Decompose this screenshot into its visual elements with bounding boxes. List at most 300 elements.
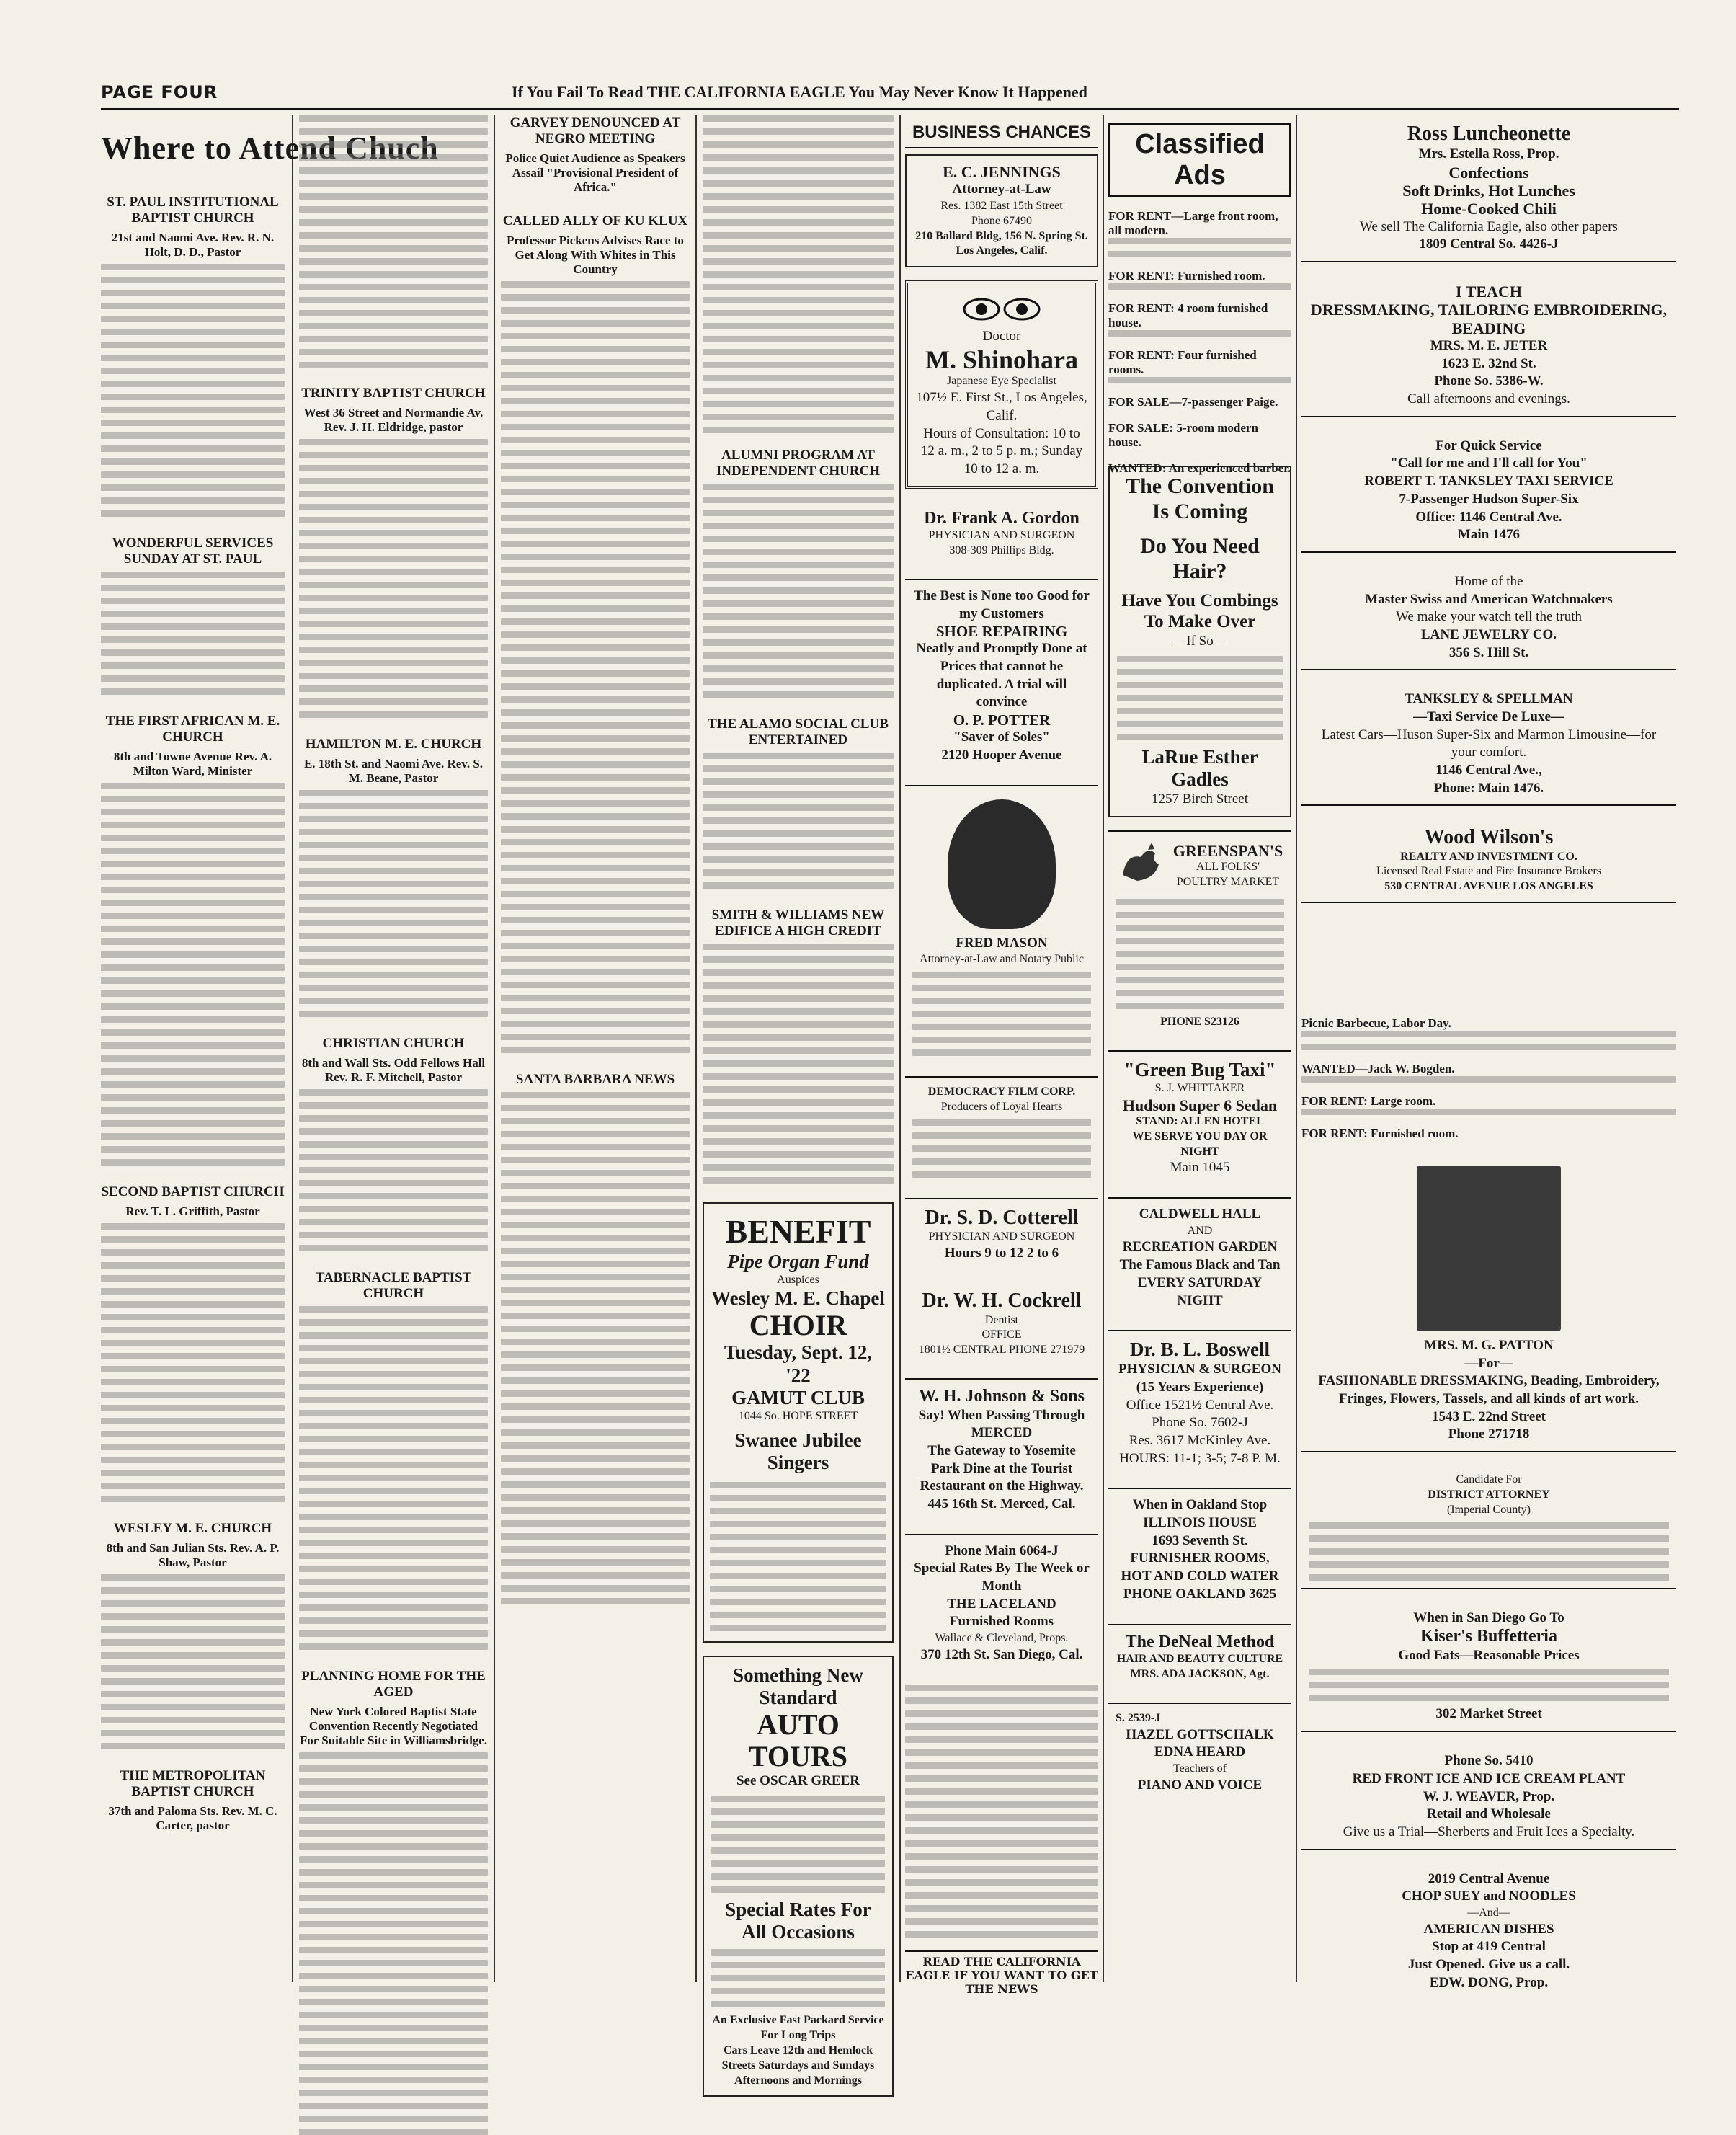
- classified-text: WANTED: An experienced barber.: [1108, 461, 1291, 475]
- article-title: THE FIRST AFRICAN M. E. CHURCH: [105, 714, 280, 745]
- eye-icon: [915, 295, 1088, 324]
- classified-item: [1108, 209, 1291, 257]
- article-title: CALLED ALLY OF KU KLUX: [502, 213, 688, 228]
- kiser-ad: [1301, 1602, 1676, 1733]
- column-8-lower: [1301, 1016, 1676, 1989]
- classified-text: FOR RENT: Furnished room.: [1108, 269, 1265, 283]
- ad-line: The Gateway to Yosemite Park Dine at the Tourist Restaurant on the Highway.: [920, 1442, 1084, 1494]
- ad-line: —And—: [1467, 1906, 1510, 1919]
- ad-line: AMERICAN DISHES: [1423, 1921, 1554, 1937]
- ad-body: [1309, 1669, 1669, 1701]
- article-subtitle: 37th and Paloma Sts. Rev. M. C. Carter, pastor: [108, 1804, 277, 1832]
- ad-line: "Saver of Soles": [953, 729, 1050, 745]
- article-title: GARVEY DENOUNCED AT NEGRO MEETING: [509, 115, 681, 146]
- ad-line: PHYSICIAN AND SURGEON: [928, 1230, 1075, 1243]
- article-body: [703, 753, 894, 889]
- ad-line: Neatly and Promptly Done at Prices that cannot be duplicated. A trial will convince: [916, 641, 1087, 710]
- ad-title: O. P. POTTER: [953, 711, 1051, 729]
- ad-line: The Famous Black and Tan EVERY SATURDAY NIGHT: [1119, 1257, 1281, 1308]
- ad-line: DRESSMAKING, TAILORING EMBROIDERING, BEADING: [1310, 301, 1668, 337]
- section-heading: BUSINESS CHANCES: [905, 118, 1098, 148]
- page-header: [101, 78, 1679, 107]
- article: [501, 213, 690, 1053]
- ad-line: Auspices: [777, 1273, 819, 1286]
- column-divider: [899, 115, 901, 1982]
- ad-line: Wallace & Cleveland, Props.: [935, 1632, 1069, 1645]
- article-body: [101, 1223, 285, 1502]
- ad-line: We sell The California Eagle, also other papers: [1360, 218, 1618, 234]
- ad-line: Wesley M. E. Chapel: [711, 1287, 885, 1310]
- cotterell-ad: [905, 1198, 1098, 1270]
- column-business: [905, 115, 1098, 1996]
- ad-line: Standard: [759, 1686, 837, 1708]
- column-divider: [292, 115, 293, 1982]
- ad-body: [710, 1482, 886, 1631]
- ad-line: 107½ E. First St., Los Angeles, Calif.: [916, 390, 1087, 423]
- article: [101, 714, 285, 1166]
- article-body: [299, 1089, 488, 1251]
- page-tagline: If You Fail To Read THE CALIFORNIA EAGLE You May Never Know It Happened: [512, 83, 1087, 101]
- ad-line: Attorney-at-Law and Notary Public: [920, 953, 1084, 966]
- ad-line: Tuesday, Sept. 12, '22: [724, 1341, 873, 1386]
- gordon-ad: [905, 502, 1098, 566]
- ad-line: Doctor: [982, 329, 1021, 345]
- ad-line: 1146 Central Ave.,: [1435, 763, 1542, 778]
- article: [299, 1036, 488, 1251]
- article-title: THE ALAMO SOCIAL CLUB ENTERTAINED: [708, 716, 889, 747]
- mason-ad: [905, 785, 1098, 1063]
- article-title: THE METROPOLITAN BAPTIST CHURCH: [120, 1768, 266, 1799]
- auto-tours-ad: [703, 1656, 894, 2098]
- article-title: WESLEY M. E. CHURCH: [113, 1521, 272, 1536]
- classified-item: [1108, 348, 1291, 383]
- laceland-ad: [905, 1534, 1098, 1672]
- ad-line: AUTO TOURS: [748, 1708, 848, 1772]
- ad-line: Mrs. Estella Ross, Prop.: [1418, 146, 1559, 162]
- ad-body: [1309, 1522, 1669, 1581]
- article-title: HAMILTON M. E. CHURCH: [305, 737, 482, 752]
- article-title: WONDERFUL SERVICES SUNDAY AT ST. PAUL: [112, 536, 274, 567]
- ad-line: (15 Years Experience): [1136, 1379, 1264, 1395]
- article-body: [101, 572, 285, 695]
- classified-item: [1301, 1127, 1676, 1141]
- article-body: [501, 1092, 690, 1604]
- ad-line: Phone: Main 1476.: [1433, 780, 1544, 796]
- ad-line: Attorney-at-Law: [952, 182, 1051, 197]
- ad-line: Res. 3617 McKinley Ave.: [1129, 1433, 1271, 1449]
- ad-line: Latest Cars—Huson Super-Six and Marmon Limousine—for your comfort.: [1321, 727, 1657, 760]
- ad-line: Producers of Loyal Hearts: [940, 1100, 1063, 1113]
- ad-line: AND: [1187, 1224, 1213, 1237]
- benefit-ad: [703, 1202, 894, 1643]
- ad-line: OFFICE: [981, 1328, 1022, 1341]
- article-title: ST. PAUL INSTITUTIONAL BAPTIST CHURCH: [107, 195, 279, 226]
- ad-line: STAND: ALLEN HOTEL: [1136, 1114, 1264, 1127]
- ad-title: ROBERT T. TANKSLEY TAXI SERVICE: [1364, 474, 1613, 489]
- read-eagle-footer: READ THE CALIFORNIA EAGLE IF YOU WANT TO GET THE NEWS: [905, 1950, 1098, 1996]
- ad-title: MRS. M. G. PATTON: [1424, 1338, 1554, 1353]
- ad-body: [711, 1949, 885, 2007]
- column-divider: [1103, 115, 1104, 1982]
- ad-title: M. Shinohara: [925, 345, 1079, 374]
- ad-line: Give us a Trial—Sherberts and Fruit Ices a Specialty.: [1343, 1824, 1635, 1839]
- ad-title: BENEFIT: [725, 1213, 871, 1250]
- ad-line: Have You Combings To Make Over: [1121, 591, 1278, 631]
- ad-line: WE SERVE YOU DAY OR NIGHT: [1132, 1129, 1268, 1158]
- patton-ad: [1301, 1153, 1676, 1452]
- ad-line: See OSCAR GREER: [736, 1772, 860, 1788]
- cockrell-ad: [905, 1282, 1098, 1365]
- ad-line: HAIR AND BEAUTY CULTURE: [1116, 1653, 1283, 1666]
- ad-line: 1044 So. HOPE STREET: [738, 1409, 858, 1422]
- boswell-ad: [1108, 1330, 1291, 1475]
- column-divider: [494, 115, 495, 1982]
- article: [703, 448, 894, 698]
- ad-line: Call afternoons and evenings.: [1407, 391, 1570, 407]
- article-body: [703, 944, 894, 1184]
- ad-line: 370 12th St. San Diego, Cal.: [920, 1646, 1083, 1662]
- ad-line: REALTY AND INVESTMENT CO.: [1400, 850, 1577, 863]
- greenspan-ad: [1108, 830, 1291, 1037]
- article: [501, 1072, 690, 1604]
- article: [299, 737, 488, 1017]
- ad-line: Res. 1382 East 15th Street: [940, 199, 1063, 212]
- potter-ad: [905, 579, 1098, 772]
- ad-line: FASHIONABLE DRESSMAKING, Beading, Embroidery, Fringes, Flowers, Tassels, and all kinds of art work.: [1318, 1373, 1660, 1407]
- classified-item: [1108, 301, 1291, 337]
- candidate-ad: [1301, 1465, 1676, 1589]
- article: [299, 1669, 488, 2135]
- article-body: [299, 439, 488, 718]
- classified-text: FOR RENT: 4 room furnished house.: [1108, 301, 1268, 329]
- ad-line: Is Coming: [1152, 499, 1248, 523]
- ad-line: Furnished Rooms: [949, 1614, 1054, 1630]
- classified-text: FOR SALE—7-passenger Paige.: [1108, 395, 1278, 409]
- article-subtitle: West 36 Street and Normandie Av. Rev. J. H. Eldridge, pastor: [303, 406, 484, 434]
- classified-text: FOR RENT—Large front room, all modern.: [1108, 209, 1278, 237]
- article-subtitle: E. 18th St. and Naomi Ave. Rev. S. M. Beane, Pastor: [303, 757, 484, 785]
- ad-line: Pipe Organ Fund: [727, 1250, 869, 1272]
- ad-line: RECREATION GARDEN: [1122, 1239, 1278, 1255]
- article: [101, 195, 285, 517]
- ad-line: PIANO AND VOICE: [1137, 1777, 1263, 1793]
- article-subtitle: 8th and Towne Avenue Rev. A. Milton Ward, Minister: [113, 750, 272, 778]
- ad-line: Cars Leave 12th and Hemlock Streets Saturdays and Sundays Afternoons and Mornings: [721, 2043, 875, 2087]
- article-title: SMITH & WILLIAMS NEW EDIFICE A HIGH CREDIT: [711, 907, 885, 938]
- ad-line: 302 Market Street: [1435, 1706, 1542, 1722]
- ad-line: Special Rates For: [725, 1899, 871, 1921]
- ad-line: Good Eats—Reasonable Prices: [1398, 1647, 1580, 1663]
- ad-title: GREENSPAN'S: [1172, 842, 1283, 861]
- ad-line: I TEACH: [1456, 283, 1522, 301]
- ad-line: Say! When Passing Through: [918, 1407, 1085, 1423]
- classified-item: [1108, 461, 1291, 476]
- ad-line: When in San Diego Go To: [1413, 1610, 1564, 1625]
- ad-body: [912, 972, 1091, 1056]
- ad-line: MERCED: [971, 1425, 1033, 1441]
- article-title: PLANNING HOME FOR THE AGED: [301, 1669, 486, 1700]
- ad-line: SHOE REPAIRING: [935, 623, 1068, 641]
- deneal-ad: [1108, 1624, 1291, 1690]
- ad-line: EDNA HEARD: [1154, 1744, 1246, 1760]
- ad-line: 1257 Birch Street: [1151, 791, 1249, 807]
- ad-line: 530 CENTRAL AVENUE LOS ANGELES: [1384, 880, 1593, 893]
- article: [101, 1521, 285, 1749]
- article-title: TABERNACLE BAPTIST CHURCH: [315, 1270, 472, 1301]
- article-subtitle: 8th and Wall Sts. Odd Fellows Hall Rev. R. F. Mitchell, Pastor: [301, 1056, 486, 1084]
- ad-line: (Imperial County): [1447, 1503, 1531, 1516]
- article-title: SANTA BARBARA NEWS: [515, 1072, 675, 1087]
- ad-line: Office: 1146 Central Ave.: [1415, 509, 1562, 525]
- ad-line: 1809 Central So. 4426-J: [1419, 236, 1559, 252]
- ad-line: S. J. WHITTAKER: [1154, 1081, 1245, 1094]
- ad-line: 210 Ballard Bldg, 156 N. Spring St. Los Angeles, Calif.: [915, 229, 1088, 257]
- ad-line: 1623 E. 32nd St.: [1441, 355, 1536, 371]
- chop-suey-ad: [1301, 1863, 1676, 1999]
- shinohara-ad: [905, 280, 1098, 489]
- article-body: [299, 1306, 488, 1650]
- portrait-photo: [1417, 1166, 1561, 1331]
- green-bug-taxi-ad: [1108, 1050, 1291, 1184]
- classified-text: FOR RENT: Large room.: [1301, 1094, 1436, 1108]
- article-body: [703, 484, 894, 698]
- ad-title: CHOP SUEY and NOODLES: [1402, 1888, 1576, 1904]
- column-1-articles: [101, 195, 285, 2069]
- ad-title: Something New: [733, 1664, 863, 1686]
- ad-line: PHYSICIAN & SURGEON: [1118, 1362, 1281, 1377]
- ad-line: —If So—: [1172, 633, 1227, 649]
- article-body: [501, 281, 690, 1053]
- caldwell-hall-ad: [1108, 1197, 1291, 1317]
- article-body: [299, 790, 488, 1017]
- page-label: PAGE FOUR: [101, 82, 218, 102]
- ad-line: An Exclusive Fast Packard Service For Long Trips: [712, 2014, 884, 2042]
- article-subtitle: New York Colored Baptist State Convention Recently Negotiated For Suitable Site in Williamsbridge.: [299, 1705, 488, 1747]
- column-divider: [1296, 115, 1297, 1982]
- ad-line: FURNISHER ROOMS, HOT AND COLD WATER: [1121, 1550, 1279, 1584]
- ad-body: [1117, 656, 1283, 740]
- article-subtitle: 21st and Naomi Ave. Rev. R. N. Holt, D. D., Pastor: [111, 231, 275, 259]
- ad-line: 1801½ CENTRAL PHONE 271979: [918, 1344, 1085, 1357]
- lane-jewelry-ad: [1301, 566, 1676, 670]
- ad-line: For Quick Service: [1435, 438, 1542, 453]
- ad-line: Phone So. 5386-W.: [1434, 373, 1544, 389]
- classified-text: Picnic Barbecue, Labor Day.: [1301, 1016, 1451, 1030]
- column-4-articles: [703, 115, 894, 2087]
- article-title: CHRISTIAN CHURCH: [322, 1036, 465, 1051]
- ad-line: 356 S. Hill St.: [1448, 644, 1529, 660]
- ad-line: PHONE OAKLAND 3625: [1123, 1586, 1277, 1602]
- jennings-ad: [905, 154, 1098, 267]
- ad-line: Special Rates By The Week or Month: [914, 1561, 1090, 1594]
- ad-line: 308-309 Phillips Bldg.: [949, 544, 1054, 557]
- ad-line: We make your watch tell the truth: [1395, 609, 1583, 625]
- article: [703, 716, 894, 889]
- ad-title: The DeNeal Method: [1125, 1632, 1275, 1651]
- ad-line: The Convention: [1126, 474, 1274, 498]
- ad-line: DISTRICT ATTORNEY: [1428, 1488, 1550, 1501]
- ad-title: CALDWELL HALL: [1139, 1206, 1261, 1222]
- ad-title: LANE JEWELRY CO.: [1420, 626, 1557, 642]
- film-ad: [905, 1076, 1098, 1185]
- article-subtitle: 8th and San Julian Sts. Rev. A. P. Shaw, Pastor: [106, 1541, 280, 1569]
- rooster-icon: [1116, 839, 1166, 893]
- ad-line: ALL FOLKS' POULTRY MARKET: [1176, 861, 1280, 889]
- ad-line: Hudson Super 6 Sedan: [1122, 1096, 1278, 1114]
- ad-body: [912, 1119, 1091, 1178]
- article-body: [101, 1574, 285, 1749]
- ad-title: MRS. M. E. JETER: [1430, 338, 1548, 354]
- ad-line: HOURS: 11-1; 3-5; 7-8 P. M.: [1119, 1450, 1281, 1466]
- article-body: [905, 1685, 1098, 1938]
- ad-title: Kiser's Buffetteria: [1420, 1627, 1557, 1646]
- column-3-articles: [501, 115, 690, 1989]
- ad-line: Master Swiss and American Watchmakers: [1365, 591, 1613, 607]
- ad-line: PHONE S23126: [1160, 1015, 1239, 1028]
- ad-line: Confections: [1448, 163, 1529, 182]
- ad-line: 1693 Seventh St.: [1152, 1532, 1248, 1548]
- ad-title: FRED MASON: [956, 935, 1048, 951]
- ad-body: [1116, 899, 1284, 1009]
- ad-title: W. H. Johnson & Sons: [919, 1386, 1085, 1406]
- ad-line: Hours 9 to 12 2 to 6: [944, 1245, 1059, 1261]
- ad-line: Just Opened. Give us a call.: [1407, 1957, 1570, 1973]
- ad-title: TANKSLEY & SPELLMAN: [1405, 691, 1573, 707]
- classified-item: [1108, 395, 1291, 409]
- article-body: [299, 1752, 488, 2135]
- ad-line: W. J. WEAVER, Prop.: [1423, 1788, 1555, 1804]
- ross-luncheonette-ad: [1301, 115, 1676, 262]
- ad-title: "Green Bug Taxi": [1123, 1058, 1276, 1080]
- article-body: [101, 264, 285, 517]
- classified-text: FOR RENT: Four furnished rooms.: [1108, 348, 1257, 376]
- article-body: [299, 115, 488, 368]
- portrait-photo: [948, 799, 1056, 929]
- ad-line: All Occasions: [742, 1921, 855, 1943]
- ad-line: Candidate For: [1456, 1473, 1522, 1486]
- ad-title: Dr. S. D. Cotterell: [925, 1206, 1079, 1229]
- ad-title: Ross Luncheonette: [1407, 123, 1571, 145]
- article-title: ALUMNI PROGRAM AT INDEPENDENT CHURCH: [716, 448, 881, 479]
- article: [101, 536, 285, 695]
- ad-title: RED FRONT ICE AND ICE CREAM PLANT: [1352, 1770, 1626, 1786]
- article: [101, 1768, 285, 1833]
- ad-line: Licensed Real Estate and Fire Insurance Brokers: [1376, 865, 1601, 878]
- ad-line: Hours of Consultation: 10 to 12 a. m., 2 to 5 p. m.; Sunday 10 to 12 a. m.: [920, 425, 1083, 476]
- article: [501, 115, 690, 195]
- ad-title: ILLINOIS HOUSE: [1143, 1515, 1257, 1531]
- ad-line: —Taxi Service De Luxe—: [1413, 709, 1564, 725]
- article: [101, 1184, 285, 1502]
- ad-line: Home-Cooked Chili: [1421, 200, 1557, 218]
- classified-item: [1301, 1016, 1676, 1050]
- article-title: TRINITY BAPTIST CHURCH: [301, 386, 486, 401]
- article-subtitle: Police Quiet Audience as Speakers Assail "Provisional President of Africa.": [505, 151, 685, 194]
- tanksley-spellman-ad: [1301, 683, 1676, 806]
- ad-line: Main 1045: [1170, 1160, 1230, 1176]
- ad-line: Stop at 419 Central: [1432, 1939, 1546, 1955]
- article-body: [101, 783, 285, 1166]
- ad-line: Phone Main 6064-J: [945, 1543, 1059, 1558]
- article-body: [703, 115, 894, 433]
- red-front-ice-ad: [1301, 1745, 1676, 1850]
- ad-title: THE LACELAND: [947, 1596, 1056, 1612]
- ad-line: CHOIR: [749, 1309, 847, 1342]
- ad-line: PHYSICIAN AND SURGEON: [928, 529, 1075, 542]
- article: [299, 1270, 488, 1650]
- ad-line: 1543 E. 22nd Street: [1432, 1408, 1546, 1424]
- ad-line: Phone 271718: [1448, 1426, 1530, 1442]
- ad-title: DEMOCRACY FILM CORP.: [927, 1086, 1076, 1098]
- classified-item: [1301, 1062, 1676, 1083]
- column-2-articles: [299, 115, 488, 1989]
- ad-line: Phone 67490: [971, 214, 1032, 227]
- classified-text: FOR RENT: Furnished room.: [1301, 1127, 1459, 1140]
- article: [703, 907, 894, 1184]
- illinois-house-ad: [1108, 1488, 1291, 1610]
- section-heading: Classified Ads: [1108, 123, 1291, 197]
- ad-line: Main 1476: [1457, 527, 1521, 543]
- ad-line: S. 2539-J: [1116, 1711, 1161, 1724]
- ad-line: Phone So. 7602-J: [1152, 1415, 1248, 1431]
- ad-line: —For—: [1464, 1355, 1513, 1371]
- ad-body: [711, 1796, 885, 1893]
- ad-line: Phone So. 5410: [1444, 1753, 1534, 1769]
- ad-line: Do You Need Hair?: [1140, 534, 1260, 583]
- ad-title: Dr. W. H. Cockrell: [922, 1290, 1082, 1313]
- ad-line: 2019 Central Avenue: [1428, 1870, 1550, 1886]
- classified-text: FOR SALE: 5-room modern house.: [1108, 421, 1258, 449]
- column-divider: [695, 115, 697, 1982]
- ad-line: Retail and Wholesale: [1427, 1806, 1551, 1822]
- column-classified: [1108, 115, 1291, 475]
- ad-title: Dr. Frank A. Gordon: [924, 508, 1080, 528]
- article-subtitle: Professor Pickens Advises Race to Get Along With Whites in This Country: [507, 234, 684, 276]
- gottschalk-ad: [1108, 1703, 1291, 1802]
- classified-text: WANTED—Jack W. Bogden.: [1301, 1062, 1455, 1075]
- ad-line: The Best is None too Good for my Customers: [914, 587, 1090, 621]
- ad-line: When in Oakland Stop: [1132, 1497, 1268, 1513]
- wood-wilson-ad: [1301, 819, 1676, 903]
- ad-line: "Call for me and I'll call for You": [1390, 456, 1588, 471]
- ad-line: Soft Drinks, Hot Lunches: [1402, 182, 1575, 200]
- article-title: SECOND BAPTIST CHURCH: [101, 1184, 285, 1199]
- tanksley-taxi-ad: [1301, 430, 1676, 553]
- ad-line: 445 16th St. Merced, Cal.: [927, 1496, 1076, 1512]
- classified-item: [1301, 1094, 1676, 1115]
- ad-line: GAMUT CLUB: [731, 1386, 865, 1408]
- ad-line: Home of the: [1454, 573, 1523, 589]
- article-subtitle: Rev. T. L. Griffith, Pastor: [125, 1204, 260, 1218]
- section-heading: Where to Attend Chuch: [101, 130, 439, 166]
- classified-item: [1108, 421, 1291, 450]
- convention-hair-ad: [1108, 466, 1291, 817]
- ad-line: Japanese Eye Specialist: [947, 375, 1056, 388]
- johnson-ad: [905, 1378, 1098, 1521]
- article: [299, 386, 488, 718]
- ad-title: LaRue Esther Gadles: [1141, 746, 1258, 791]
- classified-item: [1108, 269, 1291, 290]
- ad-line: Teachers of: [1173, 1762, 1227, 1775]
- ad-title: Dr. B. L. Boswell: [1129, 1339, 1270, 1361]
- ad-line: Office 1521½ Central Ave.: [1126, 1397, 1274, 1413]
- ad-title: HAZEL GOTTSCHALK: [1126, 1726, 1274, 1742]
- ad-line: MRS. ADA JACKSON, Agt.: [1130, 1667, 1270, 1680]
- header-rule: [101, 108, 1679, 110]
- ad-line: Dentist: [984, 1313, 1019, 1326]
- ad-title: Wood Wilson's: [1424, 826, 1554, 849]
- ad-line: 2120 Hooper Avenue: [941, 747, 1062, 763]
